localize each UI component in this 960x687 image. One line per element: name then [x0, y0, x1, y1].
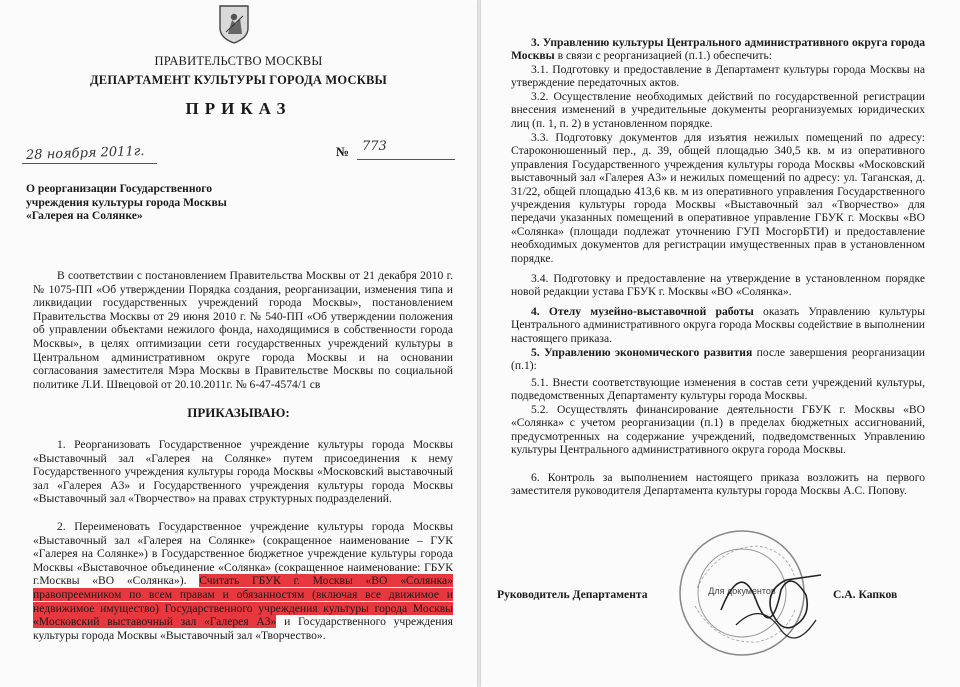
order-item-6: 6. Контроль за выполнением настоящего приказа возложить на первого заместителя руководителя Департамента культуры города Москвы А.С. Попову. — [511, 471, 925, 498]
signature-name: С.А. Капков — [833, 588, 898, 601]
order-item-3-label: 3. Управлению культуры Центрального административного округа города Москвы — [511, 36, 925, 63]
order-subject: О реорганизации Государственного учреждения культуры города Москвы «Галерея на Солянке» — [26, 182, 227, 223]
order-number-prefix: № — [336, 144, 350, 159]
department-name: ДЕПАРТАМЕНТ КУЛЬТУРЫ ГОРОДА МОСКВЫ — [89, 73, 388, 87]
order-item-4-text: оказать Управлению культуры Центрального административного округа города Москвы содействие в выполнении настоящего приказа. — [511, 305, 925, 345]
order-item-5 — [511, 346, 925, 373]
moscow-coat-of-arms-icon — [218, 4, 250, 44]
order-item-4 — [511, 305, 925, 345]
order-item-4-label: 4. Отелу музейно-выставочной работы — [531, 305, 754, 318]
order-item-3-text: в связи с реорганизацией (п.1.) обеспечить: — [557, 49, 772, 63]
right-page — [481, 0, 960, 687]
order-item-5-text: после завершения реорганизации (п.1): — [511, 346, 925, 373]
document-type-title: ПРИКАЗ — [185, 99, 292, 118]
order-item-1: 1. Реорганизовать Государственное учреждение культуры города Москвы «Выставочный зал «Галерея на Солянке» путем присоединения к нему Государственного учреждения культуры города Москвы «Московский выставочный зал «Галерея А3» и Государственного учреждения культуры города Москвы «Выставочный зал «Творчество» на правах структурных подразделений. — [33, 438, 453, 506]
order-date-handwritten: 28 ноября 2011г. — [25, 143, 145, 164]
order-item-5-label: 5. Управлению экономического развития — [531, 346, 753, 359]
order-item-3-3: 3.3. Подготовку документов для изъятия нежилых помещений по адресу: Староконюшенный пер., д. 39, общей площадью 340,5 кв. м из оперативного управления Государственного учреждения культуры города Москвы «Московский выставочный зал «Галерея А3» и нежилых помещений по адресу: ул. Таганская, д. 31/22, общей площадью 413,6 кв. м из оперативного управления Государственного учреждения культуры города Москвы «Выставочный зал «Творчество» для передачи указанных помещений в оперативное управление ГБУК г. Москвы «ВО «Солянка» (площади подлежат уточнению ГУП МосгорБТИ) и предоставление необходимых документов для регистрации имущественных прав в установленном порядке. — [511, 131, 925, 265]
highlighted-successor-clause: Считать ГБУК г. Москвы «ВО «Солянка» правопреемником по всем правам и обязанностям (включая все движимое и недвижимое имущество) Государственного учреждения культуры города Москвы «Московский выставочный зал «Галерея А3» — [33, 574, 453, 629]
preamble-paragraph: В соответствии с постановлением Правительства Москвы от 21 декабря 2010 г. № 1075-ПП «Об утверждении Порядка создания, реорганизации, изменения типа и ликвидации государственных учреждений города Москвы», постановлением Правительства Москвы от 29 июня 2010 г. № 540-ПП «Об утверждении положения об управлении объектами нежилого фонда, находящимися в собственности города Москвы», в целях оптимизации сети государственных учреждений культуры в Центральном административном округе города Москвы и на основании согласования заместителя Мэра Москвы в Правительстве Москвы по социальной политике Л.И. Швецовой от 20.10.2011г. № 6-47-4574/1 св — [33, 269, 453, 391]
order-item-2 — [33, 520, 453, 642]
left-page — [0, 0, 477, 687]
order-item-3-1: 3.1. Подготовку и предоставление в Департамент культуры города Москвы на утверждение передаточных актов. — [511, 63, 925, 90]
order-item-5-1: 5.1. Внести соответствующие изменения в состав сети учреждений культуры, подведомственных Департаменту культуры города Москвы. — [511, 376, 925, 403]
number-underline — [357, 159, 455, 160]
date-underline — [22, 163, 157, 164]
government-name: ПРАВИТЕЛЬСТВО МОСКВЫ — [154, 54, 323, 68]
stamp-label: Для документов — [708, 586, 776, 596]
order-item-2-end: и Государственного учреждения культуры города Москвы «Выставочный зал «Творчество». — [33, 615, 453, 642]
order-item-3 — [511, 36, 925, 63]
order-item-5-2: 5.2. Осуществлять финансирование деятельности ГБУК г. Москвы «ВО «Солянка» с учетом реорганизации (п.1) в пределах бюджетных ассигнований, предусмотренных на содержание учреждений, подведомственных Управлению культуры Центрального административного округа города Москвы. — [511, 403, 925, 457]
order-word: ПРИКАЗЫВАЮ: — [187, 405, 290, 420]
order-item-3-2: 3.2. Осуществление необходимых действий по государственной регистрации внесения изменений в учредительные документы реорганизуемых юридических лиц (п. 1, п. 2) в установленном порядке. — [511, 90, 925, 130]
handwritten-signature-icon — [711, 540, 831, 660]
order-item-2-start: 2. Переименовать Государственное учреждение культуры города Москвы «Выставочный зал «Галерея на Солянке» (сокращенное наименование – ГУК «Галерея на Солянке») в Государственное бюджетное учреждение культуры города Москвы «Выставочное объединение «Солянка» (сокращенное наименование: ГБУК г.Москвы «ВО «Солянка»). — [33, 520, 453, 588]
order-number-handwritten: 773 — [362, 139, 387, 154]
order-item-3-4: 3.4. Подготовку и предоставление на утверждение в установленном порядке новой редакции устава ГБУК г. Москвы «ВО «Солянка». — [511, 272, 925, 299]
signature-title: Руководитель Департамента — [497, 588, 648, 601]
